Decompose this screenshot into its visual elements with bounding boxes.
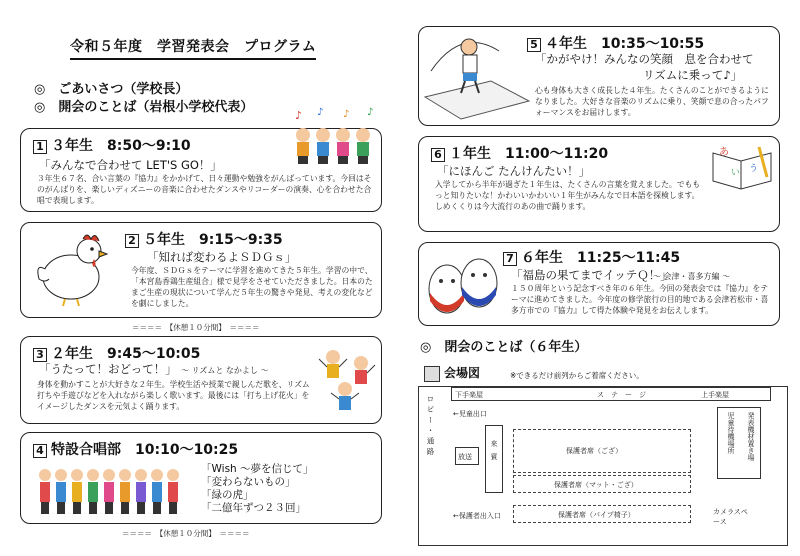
opening-words: ◎ 開会のことば（岩根小学校代表） <box>34 100 254 115</box>
song-list <box>201 463 314 515</box>
kamite-label: 上手楽屋 <box>701 391 729 399</box>
break-note: ＝＝＝＝ 【休憩１０分間】 ＝＝＝＝ <box>122 529 250 538</box>
program-heading: 2 ５年生 9:15〜9:35 <box>125 229 283 249</box>
program-heading: 4 特設合唱部 10:10〜10:25 <box>33 439 238 459</box>
svg-text:♪: ♪ <box>343 109 350 120</box>
program-description: ３年生６７名、合い言葉の『協力』をかかげて、日々運動や勉強をがんばっています。今回はそのがんばりを、楽しいディズニーの音楽に合わせたダンスやリコーダーの演奏、心を合わせた合唱で表現します。 <box>37 174 372 205</box>
parents-seat-chairs: 保護者席（パイプ椅子） <box>513 505 691 523</box>
program-number: 7 <box>503 252 517 266</box>
parents-seat-goza: 保護者席（ござ） <box>513 429 691 473</box>
program-subtitle: 「にほんご たんけんたい！」 <box>437 164 591 178</box>
program-description: 身体を動かすことが大好きな２年生。学校生活や授業で親しんだ歌を、リズム打ちや手遊びなどを入れながら楽しく歌います。最後には「打ち上げ花火」をイメージしたダンスを元気よく踊ります。 <box>37 380 310 411</box>
song-item: 「変わらないもの」 <box>201 476 296 488</box>
song-item: 「二億年ずつ２３回」 <box>201 502 306 514</box>
program-card-4 <box>20 432 382 524</box>
program-number: 1 <box>33 140 47 154</box>
program-number: 4 <box>33 444 47 458</box>
program-card-3 <box>20 336 382 424</box>
chicken-illustration <box>31 229 111 307</box>
venue-map <box>418 386 788 546</box>
program-card-5 <box>418 26 780 126</box>
song-item: 「緑の虎」 <box>201 489 254 501</box>
closing-words: ◎ 閉会のことば（６年生） <box>420 340 588 355</box>
page-title: 令和５年度 学習発表会 プログラム <box>70 36 316 60</box>
svg-text:う: う <box>749 164 759 174</box>
program-subtitle-line2: リズムに乗って♪」 <box>643 68 743 82</box>
parents-entrance-label: ←保護者出入口 <box>453 512 501 520</box>
program-description: 今年度、ＳＤＧｓをテーマに学習を進めてきた５年生。学習の中で、「本宮島香鶏生産組合」様で見学をさせていただきました。日本のたまご生産の現状について学んだ５年生の驚きや発見、考えの変化などを劇にしました。 <box>131 266 373 308</box>
program-subtitle: 「みんなで合わせて LET'S GO！」 <box>39 158 222 172</box>
dancing-children-illustration <box>317 343 377 419</box>
program-heading: 6 １年生 11:00〜11:20 <box>431 143 608 163</box>
book-illustration <box>709 141 775 201</box>
svg-text:あ: あ <box>719 147 729 158</box>
lobby-label: ロビー・通路 <box>426 395 435 458</box>
program-description: 入学してから半年が過ぎた１年生は、たくさんの言葉を覚えました。でももっと知りたいな！かわいいかわいい１年生がみんなで日本語を探検します。しめくくりは今大流行のあの曲で踊ります。 <box>435 180 701 211</box>
equipment-waiting-area: 発表機材置き場 児童待機場所 <box>717 407 761 479</box>
shimote-label: 下手楽屋 <box>455 391 483 399</box>
program-subtitle: 「うたって！おどって！」 <box>39 362 177 376</box>
program-description: １５０周年という記念すべき年の６年生。今回の発表会では『協力』をテーマに進めてきました。今年度の修学旅行の目的地である会津若松市・喜多方市での『協力』して得た体験や発見をお伝えします。 <box>511 284 769 315</box>
song-item: 「Wish 〜夢を信じて」 <box>201 463 314 475</box>
program-number: 3 <box>33 348 47 362</box>
singing-children-illustration <box>289 107 381 169</box>
program-subtitle: 「福島の果てまでイッテＱ！」 <box>511 268 672 282</box>
camera-space-label: カメラスペース <box>713 508 748 526</box>
svg-text:い: い <box>731 168 741 178</box>
svg-text:♪: ♪ <box>317 107 324 118</box>
program-subtitle-note: 〜 会津・喜多方編 〜 <box>653 272 731 281</box>
program-heading: 7 ６年生 11:25〜11:45 <box>503 247 680 267</box>
parents-seat-mat: 保護者席（マット・ござ） <box>513 475 691 493</box>
program-heading: 3 ２年生 9:45〜10:05 <box>33 343 200 363</box>
map-note: ※できるだけ前列からご着席ください。 <box>510 371 644 380</box>
program-heading: 5 ４年生 10:35〜10:55 <box>527 33 704 53</box>
program-card-2 <box>20 222 382 318</box>
program-description: 心も身体も大きく成長した４年生。たくさんのことができるようになりました。大好きな音楽のリズムに乗り、笑顔で息の合ったパフォーマンスをお届けします。 <box>535 86 769 117</box>
program-heading: 1 ３年生 8:50〜9:10 <box>33 135 191 155</box>
jump-rope-illustration <box>421 31 533 123</box>
svg-text:♪: ♪ <box>295 109 303 122</box>
map-title: 会場図 <box>444 366 481 380</box>
stage-label: ス テ ー ジ <box>597 391 646 399</box>
program-number: 2 <box>125 234 139 248</box>
program-subtitle: 「知れば変わるよＳＤＧｓ」 <box>147 250 297 264</box>
child-exit-label: ←児童出口 <box>453 410 487 418</box>
break-note: ＝＝＝＝ 【休憩１０分間】 ＝＝＝＝ <box>132 323 260 332</box>
program-card-6 <box>418 136 780 232</box>
program-number: 6 <box>431 148 445 162</box>
program-card-7 <box>418 242 780 326</box>
program-subtitle-note: 〜 リズムと なかよし 〜 <box>181 366 269 375</box>
map-marker-icon <box>424 366 440 382</box>
choir-illustration <box>35 465 185 521</box>
program-number: 5 <box>527 38 541 52</box>
broadcast-box: 放送 <box>455 447 479 465</box>
program-subtitle: 「かがやけ！みんなの笑顔 息を合わせて <box>535 52 754 66</box>
guest-box: 来賓 <box>485 425 503 493</box>
okiagari-koboshi-illustration <box>425 249 503 319</box>
svg-text:♪: ♪ <box>367 107 374 118</box>
opening-greeting: ◎ ごあいさつ（学校長） <box>34 82 189 97</box>
